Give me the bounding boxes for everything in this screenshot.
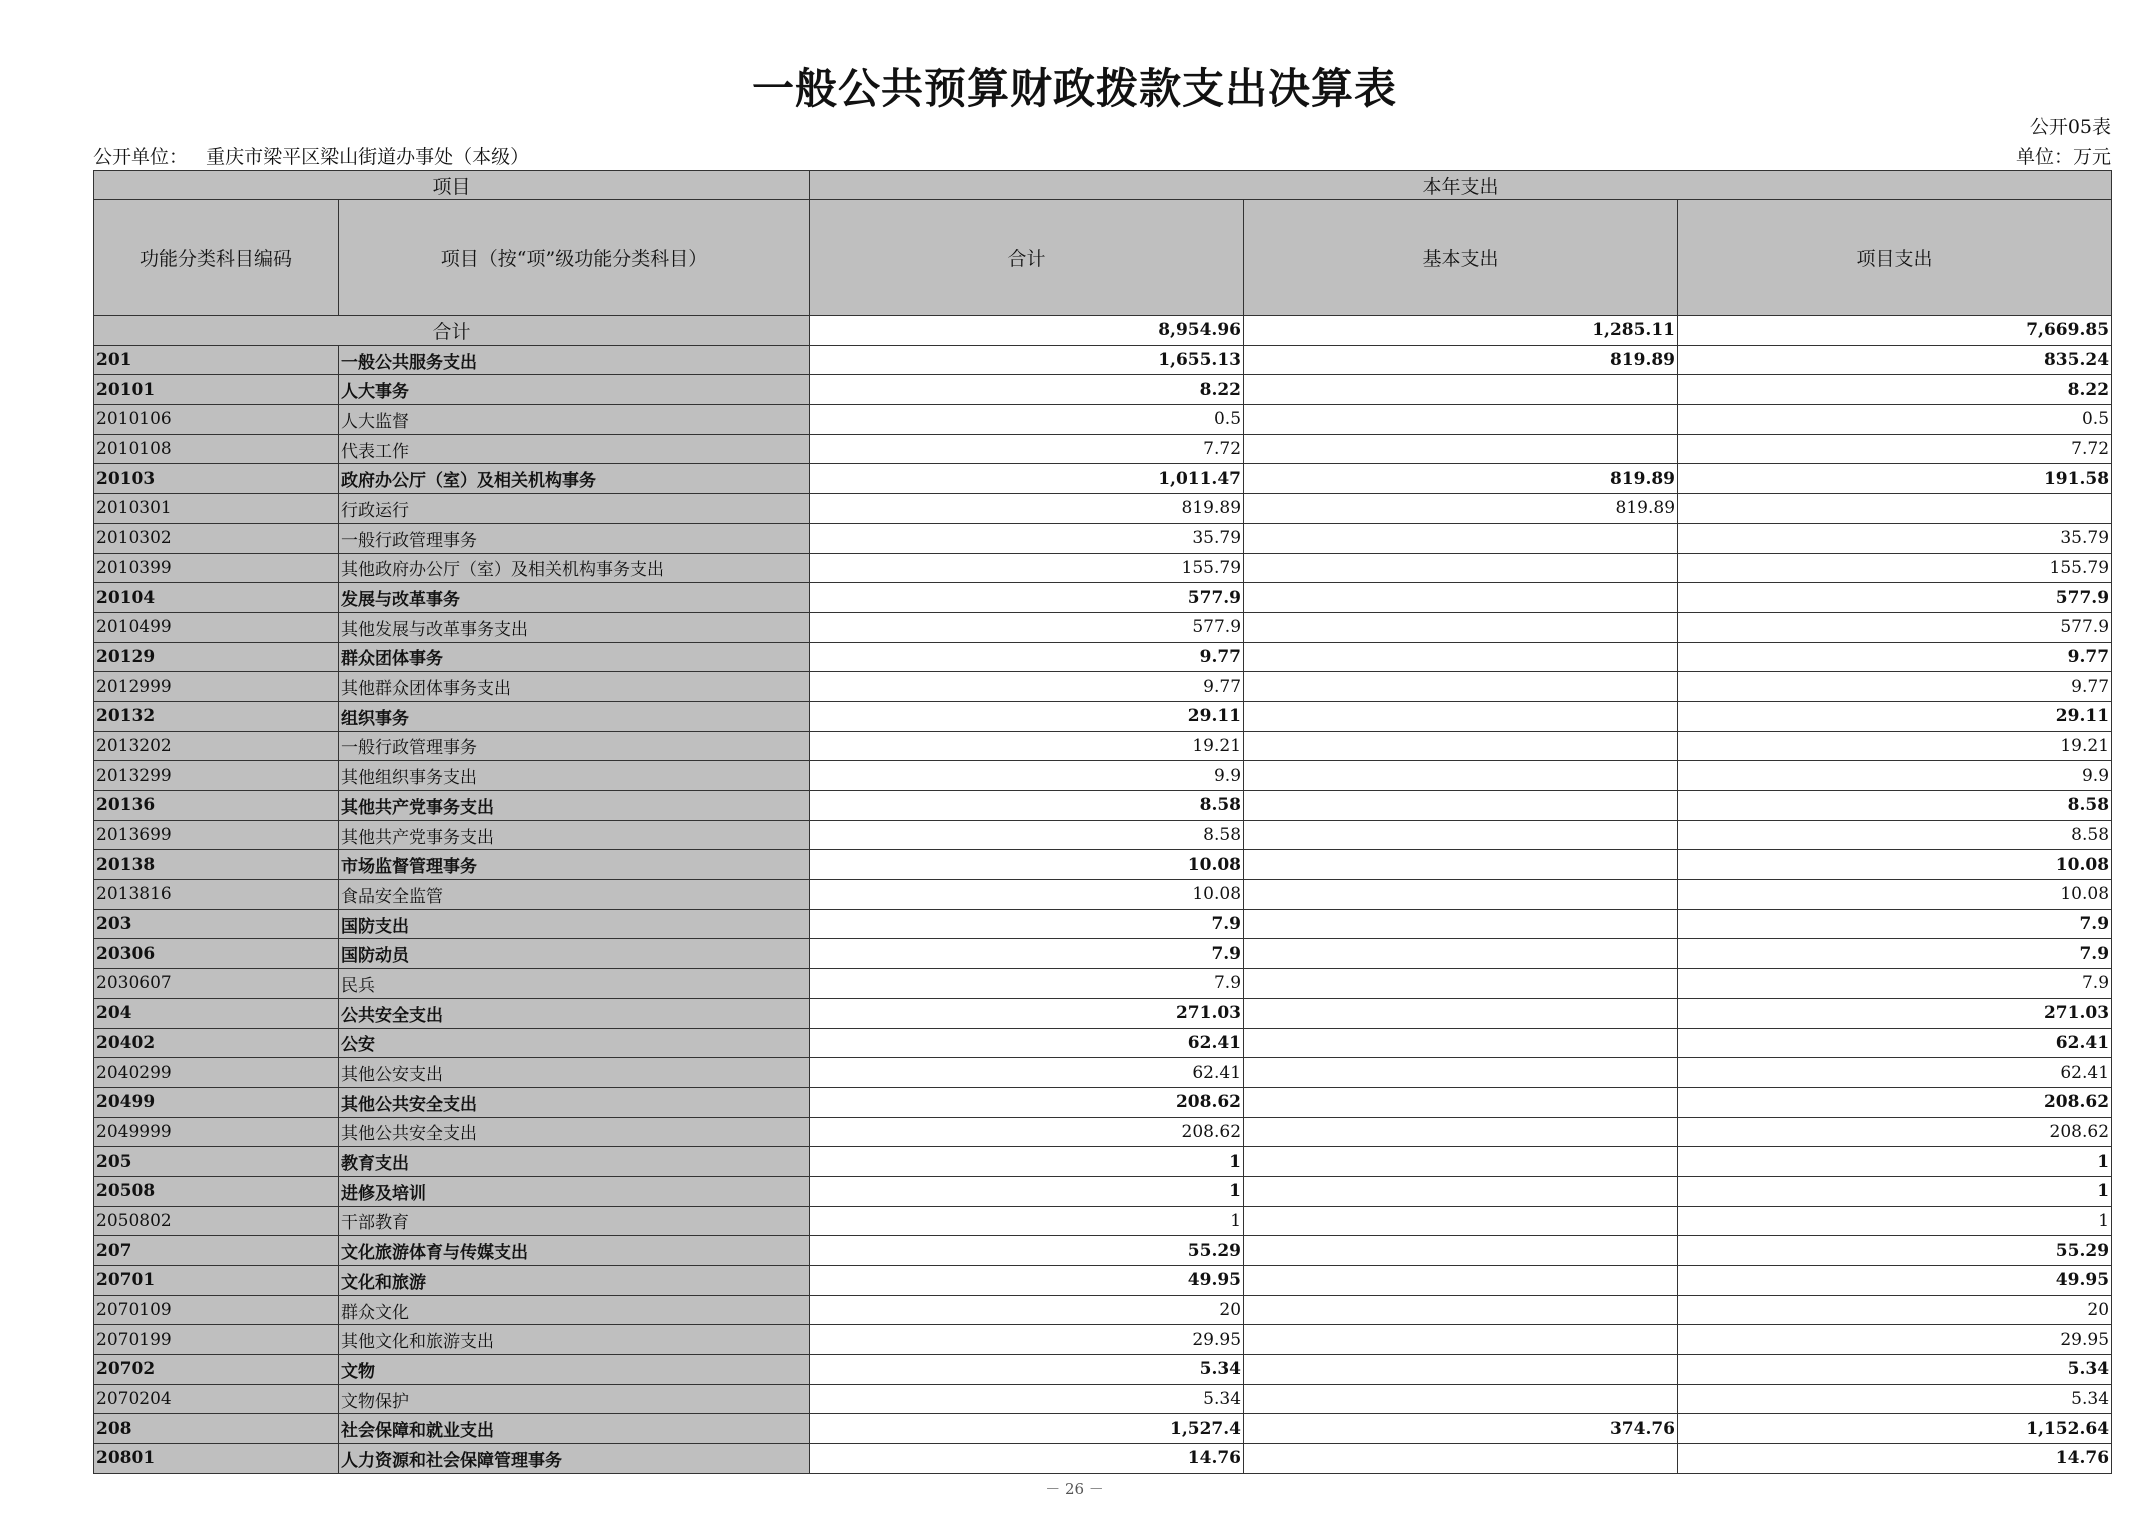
row-project: 155.79	[1678, 553, 2112, 583]
row-name: 组织事务	[339, 701, 810, 731]
row-name: 其他文化和旅游支出	[339, 1325, 810, 1355]
row-code: 20129	[94, 642, 339, 672]
row-code: 204	[94, 998, 339, 1028]
row-basic	[1244, 909, 1678, 939]
row-project: 29.95	[1678, 1325, 2112, 1355]
row-name: 文化旅游体育与传媒支出	[339, 1236, 810, 1266]
row-code: 20138	[94, 850, 339, 880]
row-code: 205	[94, 1147, 339, 1177]
row-total: 1,011.47	[810, 464, 1244, 494]
row-code: 2030607	[94, 969, 339, 999]
row-name: 文化和旅游	[339, 1266, 810, 1296]
row-basic	[1244, 1384, 1678, 1414]
row-total: 55.29	[810, 1236, 1244, 1266]
row-total: 8.22	[810, 375, 1244, 405]
row-total: 577.9	[810, 612, 1244, 642]
row-code: 20402	[94, 1028, 339, 1058]
row-name: 文物保护	[339, 1384, 810, 1414]
row-total: 7.9	[810, 909, 1244, 939]
table-row	[94, 612, 2112, 642]
table-row	[94, 523, 2112, 553]
header-row-columns	[94, 200, 2112, 316]
row-basic	[1244, 1444, 1678, 1474]
table-row	[94, 1028, 2112, 1058]
row-basic: 374.76	[1244, 1414, 1678, 1444]
row-basic	[1244, 405, 1678, 435]
table-row	[94, 909, 2112, 939]
row-basic	[1244, 1266, 1678, 1296]
row-basic	[1244, 1236, 1678, 1266]
row-project: 8.58	[1678, 820, 2112, 850]
row-name: 食品安全监管	[339, 880, 810, 910]
table-row	[94, 939, 2112, 969]
row-project: 8.22	[1678, 375, 2112, 405]
row-code: 2010108	[94, 434, 339, 464]
table-row	[94, 1147, 2112, 1177]
page-title: 一般公共预算财政拨款支出决算表	[751, 64, 1397, 113]
reporting-unit	[93, 142, 529, 169]
row-project: 62.41	[1678, 1058, 2112, 1088]
unit-line	[93, 142, 2111, 168]
row-name: 其他群众团体事务支出	[339, 672, 810, 702]
row-code: 207	[94, 1236, 339, 1266]
row-project: 191.58	[1678, 464, 2112, 494]
row-total: 14.76	[810, 1444, 1244, 1474]
row-total: 819.89	[810, 494, 1244, 524]
row-code: 20132	[94, 701, 339, 731]
table-row	[94, 701, 2112, 731]
row-code: 2010301	[94, 494, 339, 524]
row-total: 5.34	[810, 1384, 1244, 1414]
row-basic	[1244, 434, 1678, 464]
row-name: 一般行政管理事务	[339, 731, 810, 761]
row-name: 教育支出	[339, 1147, 810, 1177]
row-name: 其他组织事务支出	[339, 761, 810, 791]
row-project: 10.08	[1678, 880, 2112, 910]
row-total: 19.21	[810, 731, 1244, 761]
row-project: 271.03	[1678, 998, 2112, 1028]
row-basic	[1244, 820, 1678, 850]
header-current-year: 本年支出	[810, 171, 2112, 200]
row-basic	[1244, 969, 1678, 999]
table-row	[94, 1176, 2112, 1206]
row-total: 49.95	[810, 1266, 1244, 1296]
row-total: 208.62	[810, 1087, 1244, 1117]
row-basic	[1244, 1355, 1678, 1385]
row-name: 一般公共服务支出	[339, 345, 810, 375]
row-name: 其他公共安全支出	[339, 1087, 810, 1117]
row-name: 其他公共安全支出	[339, 1117, 810, 1147]
row-name: 群众文化	[339, 1295, 810, 1325]
table-row	[94, 1384, 2112, 1414]
row-code: 20306	[94, 939, 339, 969]
row-basic	[1244, 642, 1678, 672]
table-row	[94, 583, 2112, 613]
table-row	[94, 434, 2112, 464]
row-name: 其他政府办公厅（室）及相关机构事务支出	[339, 553, 810, 583]
row-basic	[1244, 850, 1678, 880]
row-basic	[1244, 791, 1678, 821]
row-project: 577.9	[1678, 583, 2112, 613]
row-basic	[1244, 1028, 1678, 1058]
row-code: 2070204	[94, 1384, 339, 1414]
table-row	[94, 672, 2112, 702]
table-row	[94, 345, 2112, 375]
row-total: 1	[810, 1206, 1244, 1236]
row-code: 2013699	[94, 820, 339, 850]
row-name: 进修及培训	[339, 1176, 810, 1206]
table-row	[94, 375, 2112, 405]
row-basic	[1244, 1117, 1678, 1147]
row-basic	[1244, 672, 1678, 702]
row-name: 人大监督	[339, 405, 810, 435]
row-project: 5.34	[1678, 1384, 2112, 1414]
row-project: 835.24	[1678, 345, 2112, 375]
row-total: 1,655.13	[810, 345, 1244, 375]
row-basic	[1244, 939, 1678, 969]
row-code: 20702	[94, 1355, 339, 1385]
row-project: 7.9	[1678, 969, 2112, 999]
row-project: 7.9	[1678, 909, 2112, 939]
row-project: 1	[1678, 1206, 2112, 1236]
row-code: 2013299	[94, 761, 339, 791]
row-name: 国防支出	[339, 909, 810, 939]
row-project: 9.9	[1678, 761, 2112, 791]
table-row	[94, 1355, 2112, 1385]
row-code: 2010106	[94, 405, 339, 435]
row-name: 发展与改革事务	[339, 583, 810, 613]
header-item: 项目	[94, 171, 810, 200]
header-row-top	[94, 171, 2112, 200]
total-row	[94, 316, 2112, 346]
row-name: 公共安全支出	[339, 998, 810, 1028]
row-basic	[1244, 701, 1678, 731]
header-total: 合计	[810, 200, 1244, 316]
row-code: 2013202	[94, 731, 339, 761]
header-code: 功能分类科目编码	[94, 200, 339, 316]
table-row	[94, 791, 2112, 821]
total-basic: 1,285.11	[1244, 316, 1678, 346]
row-code: 2012999	[94, 672, 339, 702]
row-project: 7.72	[1678, 434, 2112, 464]
row-code: 2010499	[94, 612, 339, 642]
expenditure-table	[93, 170, 2112, 1474]
row-code: 20801	[94, 1444, 339, 1474]
row-code: 2070109	[94, 1295, 339, 1325]
row-total: 7.72	[810, 434, 1244, 464]
row-project: 14.76	[1678, 1444, 2112, 1474]
header-basic: 基本支出	[1244, 200, 1678, 316]
row-project: 208.62	[1678, 1087, 2112, 1117]
row-project: 20	[1678, 1295, 2112, 1325]
row-project: 8.58	[1678, 791, 2112, 821]
row-total: 1	[810, 1147, 1244, 1177]
row-name: 人大事务	[339, 375, 810, 405]
row-project: 1,152.64	[1678, 1414, 2112, 1444]
table-row	[94, 553, 2112, 583]
table-row	[94, 998, 2112, 1028]
row-project: 7.9	[1678, 939, 2112, 969]
row-project: 1	[1678, 1176, 2112, 1206]
row-name: 公安	[339, 1028, 810, 1058]
table-row	[94, 642, 2112, 672]
row-total: 8.58	[810, 791, 1244, 821]
row-code: 20103	[94, 464, 339, 494]
row-total: 1	[810, 1176, 1244, 1206]
table-row	[94, 1087, 2112, 1117]
row-total: 62.41	[810, 1058, 1244, 1088]
row-project: 9.77	[1678, 642, 2112, 672]
row-basic	[1244, 523, 1678, 553]
header-project: 项目支出	[1678, 200, 2112, 316]
row-total: 271.03	[810, 998, 1244, 1028]
page-number: － 26 －	[1045, 1480, 1104, 1498]
unit-label: 公开单位：	[93, 146, 189, 168]
table-row	[94, 880, 2112, 910]
header-name: 项目（按“项”级功能分类科目）	[339, 200, 810, 316]
row-name: 行政运行	[339, 494, 810, 524]
row-project: 55.29	[1678, 1236, 2112, 1266]
row-code: 20508	[94, 1176, 339, 1206]
row-basic	[1244, 553, 1678, 583]
row-name: 市场监督管理事务	[339, 850, 810, 880]
row-name: 政府办公厅（室）及相关机构事务	[339, 464, 810, 494]
row-code: 2010302	[94, 523, 339, 553]
row-basic	[1244, 1325, 1678, 1355]
row-project: 5.34	[1678, 1355, 2112, 1385]
row-project: 19.21	[1678, 731, 2112, 761]
table-row	[94, 1266, 2112, 1296]
table-row	[94, 494, 2112, 524]
row-code: 20104	[94, 583, 339, 613]
table-row	[94, 1295, 2112, 1325]
row-name: 干部教育	[339, 1206, 810, 1236]
table-row	[94, 1236, 2112, 1266]
row-basic	[1244, 1206, 1678, 1236]
row-basic	[1244, 761, 1678, 791]
total-amount: 8,954.96	[810, 316, 1244, 346]
form-number: 公开05表	[2029, 116, 2111, 138]
row-basic	[1244, 583, 1678, 613]
row-total: 208.62	[810, 1117, 1244, 1147]
row-total: 35.79	[810, 523, 1244, 553]
row-total: 5.34	[810, 1355, 1244, 1385]
row-name: 其他公安支出	[339, 1058, 810, 1088]
table-row	[94, 820, 2112, 850]
row-name: 社会保障和就业支出	[339, 1414, 810, 1444]
row-code: 2040299	[94, 1058, 339, 1088]
row-total: 20	[810, 1295, 1244, 1325]
row-total: 8.58	[810, 820, 1244, 850]
table-row	[94, 405, 2112, 435]
row-total: 577.9	[810, 583, 1244, 613]
row-total: 29.95	[810, 1325, 1244, 1355]
row-project: 208.62	[1678, 1117, 2112, 1147]
table-row	[94, 1325, 2112, 1355]
row-code: 20136	[94, 791, 339, 821]
row-code: 2013816	[94, 880, 339, 910]
row-total: 7.9	[810, 969, 1244, 999]
row-basic	[1244, 1087, 1678, 1117]
row-basic	[1244, 612, 1678, 642]
row-project	[1678, 494, 2112, 524]
row-total: 9.9	[810, 761, 1244, 791]
row-basic: 819.89	[1244, 494, 1678, 524]
table-row	[94, 731, 2112, 761]
row-project: 1	[1678, 1147, 2112, 1177]
row-code: 2010399	[94, 553, 339, 583]
row-total: 10.08	[810, 880, 1244, 910]
table-row	[94, 1058, 2112, 1088]
row-name: 国防动员	[339, 939, 810, 969]
table-row	[94, 1206, 2112, 1236]
row-project: 29.11	[1678, 701, 2112, 731]
table-row	[94, 1444, 2112, 1474]
row-project: 577.9	[1678, 612, 2112, 642]
row-code: 208	[94, 1414, 339, 1444]
row-basic	[1244, 1295, 1678, 1325]
row-project: 49.95	[1678, 1266, 2112, 1296]
row-project: 9.77	[1678, 672, 2112, 702]
row-basic: 819.89	[1244, 464, 1678, 494]
row-basic	[1244, 1147, 1678, 1177]
row-name: 民兵	[339, 969, 810, 999]
row-code: 2070199	[94, 1325, 339, 1355]
row-code: 2049999	[94, 1117, 339, 1147]
row-project: 0.5	[1678, 405, 2112, 435]
row-total: 62.41	[810, 1028, 1244, 1058]
row-total: 1,527.4	[810, 1414, 1244, 1444]
row-name: 一般行政管理事务	[339, 523, 810, 553]
table-row	[94, 464, 2112, 494]
table-row	[94, 1117, 2112, 1147]
row-name: 人力资源和社会保障管理事务	[339, 1444, 810, 1474]
row-basic	[1244, 1058, 1678, 1088]
row-basic	[1244, 731, 1678, 761]
currency-unit: 单位：万元	[2015, 146, 2111, 168]
row-total: 29.11	[810, 701, 1244, 731]
table-row	[94, 969, 2112, 999]
row-name: 群众团体事务	[339, 642, 810, 672]
row-code: 20101	[94, 375, 339, 405]
total-project: 7,669.85	[1678, 316, 2112, 346]
row-code: 2050802	[94, 1206, 339, 1236]
row-total: 7.9	[810, 939, 1244, 969]
row-basic	[1244, 880, 1678, 910]
row-total: 155.79	[810, 553, 1244, 583]
row-total: 10.08	[810, 850, 1244, 880]
row-basic: 819.89	[1244, 345, 1678, 375]
row-total: 9.77	[810, 672, 1244, 702]
row-name: 其他发展与改革事务支出	[339, 612, 810, 642]
table-row	[94, 850, 2112, 880]
row-code: 20701	[94, 1266, 339, 1296]
row-basic	[1244, 375, 1678, 405]
row-basic	[1244, 1176, 1678, 1206]
row-code: 201	[94, 345, 339, 375]
row-name: 文物	[339, 1355, 810, 1385]
table-row	[94, 1414, 2112, 1444]
total-label: 合计	[94, 316, 810, 346]
row-total: 9.77	[810, 642, 1244, 672]
table-row	[94, 761, 2112, 791]
row-basic	[1244, 998, 1678, 1028]
row-project: 35.79	[1678, 523, 2112, 553]
row-name: 其他共产党事务支出	[339, 820, 810, 850]
row-project: 62.41	[1678, 1028, 2112, 1058]
row-code: 20499	[94, 1087, 339, 1117]
row-code: 203	[94, 909, 339, 939]
row-total: 0.5	[810, 405, 1244, 435]
unit-name: 重庆市梁平区梁山街道办事处（本级）	[206, 146, 530, 168]
row-project: 10.08	[1678, 850, 2112, 880]
row-name: 代表工作	[339, 434, 810, 464]
row-name: 其他共产党事务支出	[339, 791, 810, 821]
